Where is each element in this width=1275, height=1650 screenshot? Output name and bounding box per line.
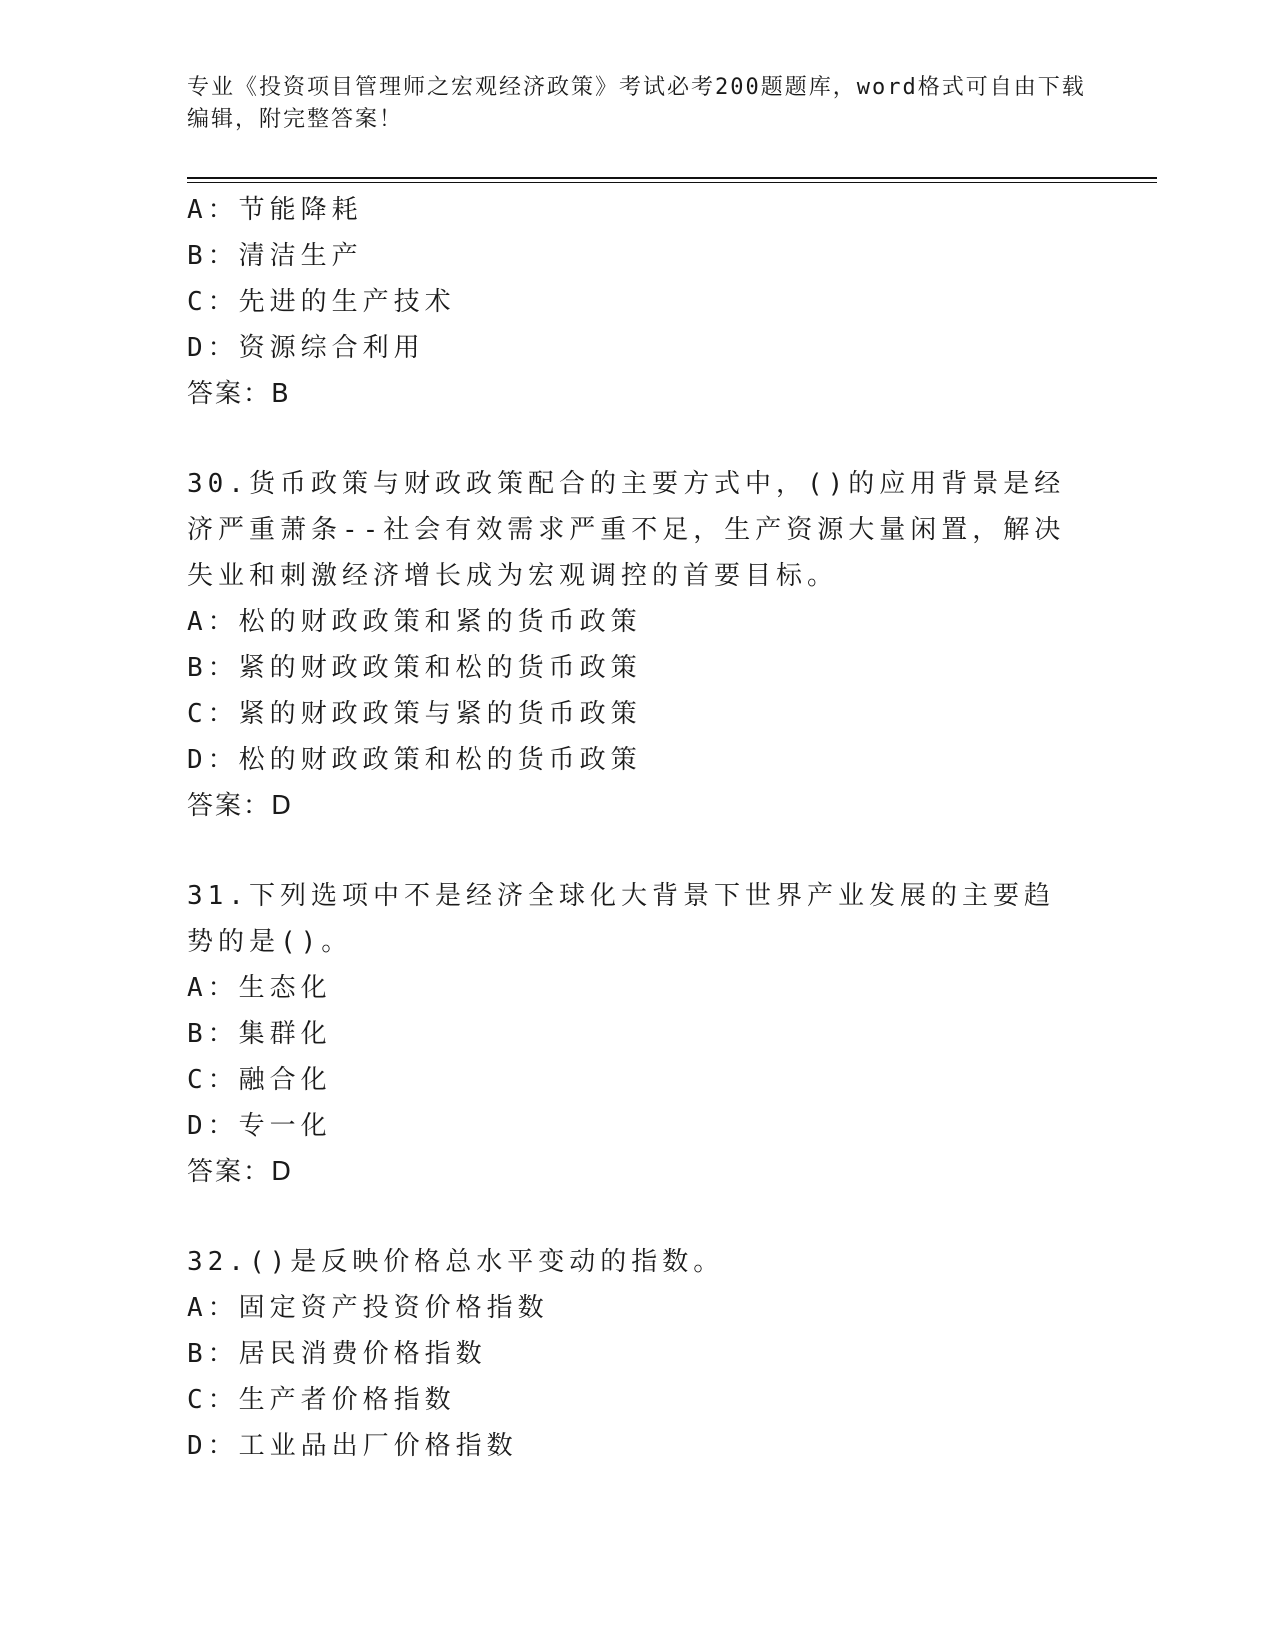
option-a: A：节能降耗 — [187, 195, 363, 225]
option-a: A：固定资产投资价格指数 — [187, 1293, 549, 1323]
option-b: B：集群化 — [187, 1019, 332, 1049]
option-a: A：松的财政政策和紧的货币政策 — [187, 607, 642, 637]
question-block-31 — [187, 873, 1087, 1195]
option-c: C：紧的财政政策与紧的货币政策 — [187, 699, 642, 729]
option-b: B：紧的财政政策和松的货币政策 — [187, 653, 642, 683]
answer-line: 答案：D — [187, 791, 294, 821]
option-c: C：先进的生产技术 — [187, 287, 456, 317]
document-body — [187, 187, 1087, 1469]
option-d: D：资源综合利用 — [187, 333, 425, 363]
question-block-29 — [187, 187, 1087, 417]
answer-line: 答案：D — [187, 1157, 294, 1187]
option-a: A：生态化 — [187, 973, 332, 1003]
header-divider — [187, 177, 1157, 183]
option-c: C：融合化 — [187, 1065, 332, 1095]
question-block-30 — [187, 461, 1087, 829]
question-stem: 31.下列选项中不是经济全球化大背景下世界产业发展的主要趋势的是()。 — [187, 881, 1055, 957]
option-d: D：工业品出厂价格指数 — [187, 1431, 518, 1461]
option-d: D：专一化 — [187, 1111, 332, 1141]
question-block-32 — [187, 1239, 1087, 1469]
document-header: 专业《投资项目管理师之宏观经济政策》考试必考200题题库，word格式可自由下载编辑，附完整答案！ — [187, 75, 1086, 132]
option-c: C：生产者价格指数 — [187, 1385, 456, 1415]
option-b: B：清洁生产 — [187, 241, 363, 271]
option-b: B：居民消费价格指数 — [187, 1339, 487, 1369]
answer-line: 答案：B — [187, 379, 291, 409]
option-d: D：松的财政政策和松的货币政策 — [187, 745, 642, 775]
question-stem: 30.货币政策与财政政策配合的主要方式中，()的应用背景是经济严重萧条--社会有效需求严重不足，生产资源大量闲置，解决失业和刺激经济增长成为宏观调控的首要目标。 — [187, 469, 1066, 591]
question-stem: 32.()是反映价格总水平变动的指数。 — [187, 1247, 725, 1277]
